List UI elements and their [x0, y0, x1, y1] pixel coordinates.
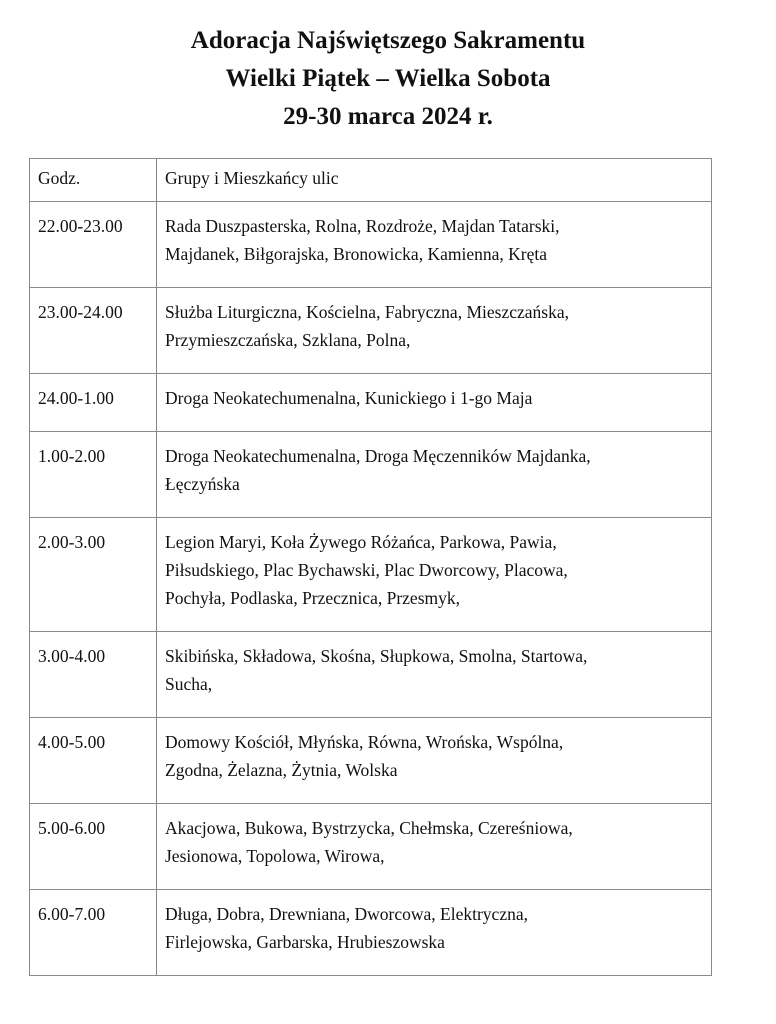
table-header-row: [30, 159, 712, 202]
table-row: [30, 288, 712, 374]
groups-cell: [157, 518, 712, 632]
groups-text: Służba Liturgiczna, Kościelna, Fabryczna, Mieszczańska, Przymieszczańska, Szklana, Polna,: [165, 302, 569, 350]
hour-cell: 2.00-3.00: [30, 518, 157, 632]
table-row: [30, 432, 712, 518]
groups-cell: [157, 202, 712, 288]
table-row: [30, 374, 712, 432]
table-row: [30, 718, 712, 804]
groups-text: Akacjowa, Bukowa, Bystrzycka, Chełmska, Czereśniowa, Jesionowa, Topolowa, Wirowa,: [165, 818, 573, 866]
groups-cell: [157, 632, 712, 718]
table-row: [30, 804, 712, 890]
groups-text: Rada Duszpasterska, Rolna, Rozdroże, Majdan Tatarski, Majdanek, Biłgorajska, Bronowicka, Kamienna, Kręta: [165, 216, 560, 264]
document-title: [0, 22, 776, 136]
hour-cell: 24.00-1.00: [30, 374, 157, 432]
groups-text: Skibińska, Składowa, Skośna, Słupkowa, Smolna, Startowa, Sucha,: [165, 646, 588, 694]
header-hour: Godz.: [30, 159, 157, 202]
table-row: [30, 518, 712, 632]
groups-cell: [157, 432, 712, 518]
table-row: [30, 890, 712, 976]
groups-text: Droga Neokatechumenalna, Kunickiego i 1-go Maja: [165, 388, 533, 408]
hour-cell: 5.00-6.00: [30, 804, 157, 890]
hour-cell: 22.00-23.00: [30, 202, 157, 288]
adoration-schedule-table: [29, 158, 712, 976]
groups-text: Długa, Dobra, Drewniana, Dworcowa, Elektryczna, Firlejowska, Garbarska, Hrubieszowska: [165, 904, 528, 952]
table-row: [30, 202, 712, 288]
title-line-2: Wielki Piątek – Wielka Sobota: [225, 65, 551, 92]
title-line-1: Adoracja Najświętszego Sakramentu: [190, 27, 586, 54]
hour-cell: 1.00-2.00: [30, 432, 157, 518]
groups-cell: [157, 288, 712, 374]
groups-text: Domowy Kościół, Młyńska, Równa, Wrońska, Wspólna, Zgodna, Żelazna, Żytnia, Wolska: [165, 732, 564, 780]
groups-text: Droga Neokatechumenalna, Droga Męczenników Majdanka, Łęczyńska: [165, 446, 591, 494]
hour-cell: 4.00-5.00: [30, 718, 157, 804]
groups-cell: [157, 374, 712, 432]
header-groups: Grupy i Mieszkańcy ulic: [157, 159, 712, 202]
hour-cell: 6.00-7.00: [30, 890, 157, 976]
hour-cell: 23.00-24.00: [30, 288, 157, 374]
hour-cell: 3.00-4.00: [30, 632, 157, 718]
groups-cell: [157, 890, 712, 976]
table-row: [30, 632, 712, 718]
groups-cell: [157, 804, 712, 890]
groups-text: Legion Maryi, Koła Żywego Różańca, Parkowa, Pawia, Piłsudskiego, Plac Bychawski, Plac Dworcowy, Placowa, Pochyła, Podlaska, Przecznica, Przesmyk,: [165, 532, 568, 608]
groups-cell: [157, 718, 712, 804]
title-line-3: 29-30 marca 2024 r.: [283, 103, 493, 130]
